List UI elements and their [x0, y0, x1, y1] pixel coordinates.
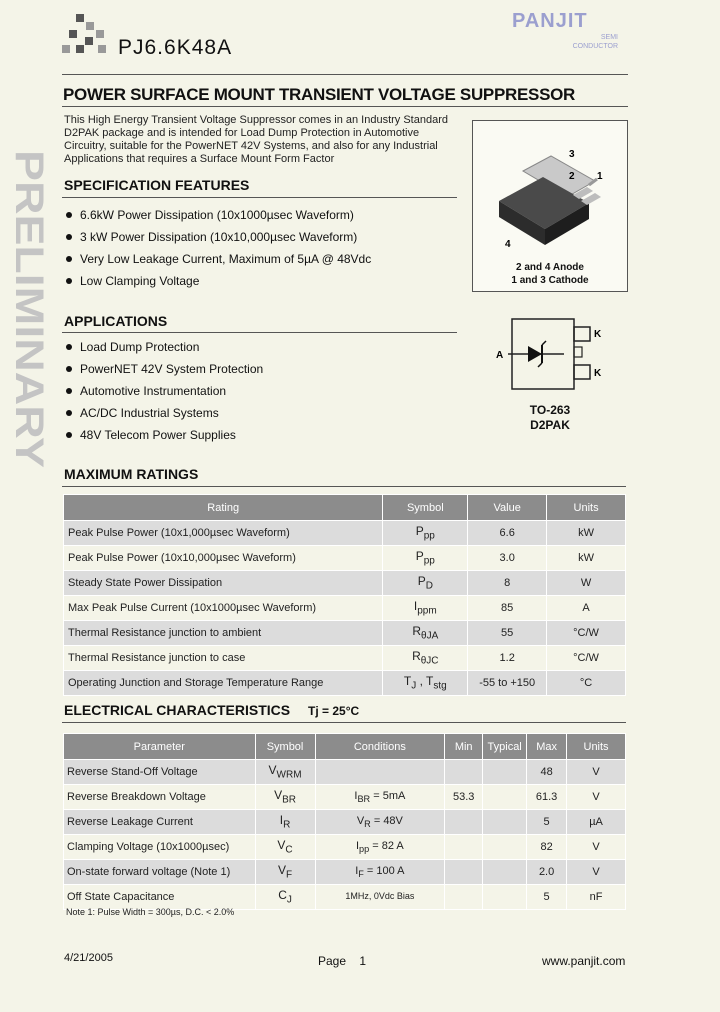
package-type-d2pak: D2PAK — [530, 418, 570, 432]
logo-mark — [62, 14, 112, 54]
col-units: Units — [547, 495, 626, 521]
preliminary-watermark — [4, 150, 54, 480]
app-item: Automotive Instrumentation — [66, 380, 263, 402]
anode-caption: 2 and 4 Anode — [516, 262, 584, 273]
spec-list — [66, 204, 371, 292]
footer-date: 4/21/2005 — [64, 952, 113, 964]
table-row: Off State Capacitance $C_J$ 1MHz, 0Vdc Bias 5 nF — [64, 885, 626, 910]
table-row: Thermal Resistance junction to case $R_{\theta JC}$ 1.2 °C/W — [64, 646, 626, 671]
ratings-header-row — [64, 495, 626, 521]
brand-logo — [512, 10, 624, 56]
table-row: Thermal Resistance junction to ambient $R_{\theta JA}$ 55 °C/W — [64, 621, 626, 646]
package-type — [500, 403, 600, 433]
app-item: PowerNET 42V System Protection — [66, 358, 263, 380]
ratings-rule — [62, 486, 626, 487]
col-value: Value — [468, 495, 547, 521]
col-min: Min — [445, 734, 483, 760]
table-row: Reverse Leakage Current $I_R$ $V_R = 48V$ 5 µA — [64, 810, 626, 835]
part-number: PJ6.6K48A — [118, 36, 233, 59]
elec-header-row — [64, 734, 626, 760]
elec-rule — [62, 722, 626, 723]
apps-heading: APPLICATIONS — [64, 313, 168, 329]
spec-item: Low Clamping Voltage — [66, 270, 371, 292]
spec-item: 6.6kW Power Dissipation (10x1000µsec Waveform) — [66, 204, 371, 226]
brand-name: PANJIT — [512, 10, 588, 32]
brand-sub-semi: SEMI — [600, 34, 618, 41]
col-rating: Rating — [64, 495, 383, 521]
spec-heading: SPECIFICATION FEATURES — [64, 177, 250, 193]
watermark-text: PRELIMINARY — [7, 150, 51, 425]
table-row: Peak Pulse Power (10x1,000µsec Waveform) $P_{pp}$ 6.6 kW — [64, 521, 626, 546]
footer-website[interactable]: www.panjit.com — [542, 954, 626, 968]
schem-anode-label: A — [496, 350, 504, 361]
elec-heading: ELECTRICAL CHARACTERISTICS — [64, 702, 291, 718]
ratings-heading: MAXIMUM RATINGS — [64, 466, 199, 482]
ratings-table — [63, 494, 626, 696]
pin-label-3: 3 — [569, 149, 575, 160]
table-row: Operating Junction and Storage Temperature Range $T_J$ , $T_{stg}$ -55 to +150 °C — [64, 671, 626, 696]
apps-list — [66, 336, 263, 446]
header-rule — [62, 74, 628, 75]
col-conditions: Conditions — [315, 734, 445, 760]
package-image-box — [472, 120, 628, 292]
app-item: Load Dump Protection — [66, 336, 263, 358]
col-typical: Typical — [483, 734, 527, 760]
table-row: On-state forward voltage (Note 1) $V_F$ $I_F = 100$ A 2.0 V — [64, 860, 626, 885]
package-type-to263: TO-263 — [529, 403, 571, 417]
col-symbol: Symbol — [383, 495, 468, 521]
spec-rule — [62, 197, 457, 198]
diode-schematic — [490, 315, 620, 393]
table-row: Reverse Breakdown Voltage $V_{BR}$ $I_{BR} = 5mA$ 53.3 61.3 V — [64, 785, 626, 810]
title-rule — [62, 106, 628, 107]
app-item: 48V Telecom Power Supplies — [66, 424, 263, 446]
spec-item: 3 kW Power Dissipation (10x10,000µsec Waveform) — [66, 226, 371, 248]
table-row: Clamping Voltage (10x1000µsec) $V_C$ $I_{pp} = 82$ A 82 V — [64, 835, 626, 860]
app-item: AC/DC Industrial Systems — [66, 402, 263, 424]
pin-label-4: 4 — [505, 239, 511, 250]
pin-label-2: 2 — [569, 171, 575, 182]
footer-page: Page 1 — [318, 954, 367, 968]
table-row: Max Peak Pulse Current (10x1000µsec Waveform) $I_{ppm}$ 85 A — [64, 596, 626, 621]
col-parameter: Parameter — [64, 734, 256, 760]
electrical-table — [63, 733, 626, 910]
apps-rule — [62, 332, 457, 333]
col-symbol: Symbol — [255, 734, 315, 760]
cathode-caption: 1 and 3 Cathode — [511, 275, 589, 286]
spec-item: Very Low Leakage Current, Maximum of 5µA @ 48Vdc — [66, 248, 371, 270]
brand-sub-conductor: CONDUCTOR — [572, 43, 618, 50]
col-units: Units — [567, 734, 626, 760]
pin-label-1: 1 — [597, 171, 603, 182]
page-title: POWER SURFACE MOUNT TRANSIENT VOLTAGE SUPPRESSOR — [63, 85, 576, 104]
elec-condition: Tj = 25°C — [308, 704, 360, 718]
intro-paragraph: This High Energy Transient Voltage Suppressor comes in an Industry Standard D2PAK package and is intended for Load Dump Protection in Automotive Circuitry, suitable for the PowerNET 42V Systems, and also for any Industrial Applications that requires a Surface Mount Form Factor — [64, 114, 448, 165]
schem-cathode-label-1: K — [594, 329, 602, 340]
table-row: Peak Pulse Power (10x10,000µsec Waveform) $P_{pp}$ 3.0 kW — [64, 546, 626, 571]
table-row: Steady State Power Dissipation $P_D$ 8 W — [64, 571, 626, 596]
schem-cathode-label-2: K — [594, 368, 602, 379]
table-row: Reverse Stand-Off Voltage $V_{WRM}$ 48 V — [64, 760, 626, 785]
footnote: Note 1: Pulse Width = 300µs, D.C. < 2.0% — [66, 907, 235, 917]
col-max: Max — [527, 734, 567, 760]
d2pak-package-icon — [473, 121, 627, 261]
